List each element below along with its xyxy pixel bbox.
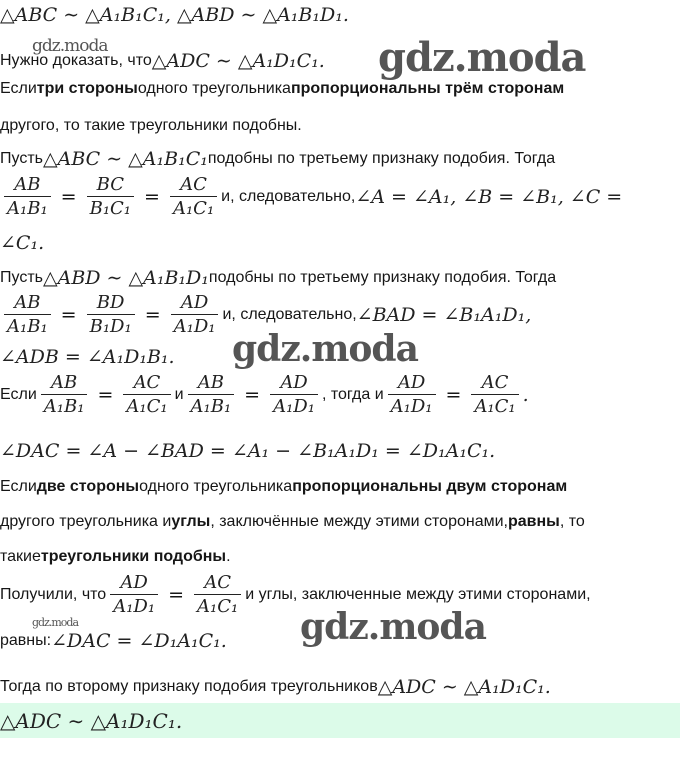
watermark-small: gdz.moda (32, 36, 108, 56)
text: подобны по третьему признаку подобия. Тогда (208, 269, 557, 286)
text: Тогда по второму признаку подобия треугольников (0, 678, 378, 695)
bold-text: пропорциональны двум сторонам (292, 478, 568, 495)
text: равны: (0, 632, 52, 649)
watermark-large: gdz.moda (300, 606, 486, 648)
fraction: $\frac{AC}{\text{A₁C₁}}$ (471, 372, 518, 417)
step2-line3: ∠ADB = ∠A₁D₁B₁. (0, 346, 175, 368)
fraction: $\frac{AB}{\text{A₁B₁}}$ (4, 174, 51, 219)
math: △ADC ∼ △A₁D₁C₁. (151, 50, 325, 72)
fraction: $\frac{AB}{\text{A₁B₁}}$ (188, 372, 235, 417)
rule2-line3 (0, 548, 231, 566)
fraction: $\frac{AC}{\text{A₁C₁}}$ (170, 174, 217, 219)
fraction: $\frac{BC}{\text{B₁C₁}}$ (87, 174, 134, 219)
got-line1 (0, 572, 591, 617)
math: ∠BAD = ∠B₁A₁D₁, (356, 303, 532, 326)
bold-text: углы (171, 513, 211, 530)
fraction: $\frac{AD}{\text{A₁D₁}}$ (171, 292, 219, 337)
text: Если (0, 385, 37, 403)
step3-line (0, 372, 529, 417)
text: и, следовательно, (222, 305, 357, 323)
watermark-small: gdz.moda (32, 616, 79, 629)
equals: = (244, 383, 261, 406)
fraction: $\frac{AB}{\text{A₁B₁}}$ (4, 292, 51, 337)
to-prove-line (0, 50, 325, 72)
math: ∠DAC = ∠D₁A₁C₁. (51, 630, 227, 652)
math: ∠A = ∠A₁, ∠B = ∠B₁, ∠C = (355, 185, 623, 208)
text: Пусть (0, 150, 43, 167)
equals: = (60, 185, 77, 208)
text: и углы, заключенные между этими сторонами, (245, 585, 591, 603)
equals: = (60, 303, 77, 326)
step1-line3: ∠C₁. (0, 232, 45, 254)
bold-text: три стороны (36, 80, 138, 97)
bold-text: пропорциональны трём сторонам (290, 80, 565, 97)
bold-text: треугольники подобны (40, 548, 227, 565)
text: и (174, 385, 184, 403)
text: Пусть (0, 269, 43, 286)
text: Нужно доказать, что (0, 52, 152, 69)
math: △ADC ∼ △A₁D₁C₁. (377, 676, 551, 698)
fraction: $\frac{AD}{\text{A₁D₁}}$ (110, 572, 158, 617)
bold-text: две стороны (36, 478, 140, 495)
text: Получили, что (0, 585, 107, 603)
fraction: $\frac{AC}{\text{A₁C₁}}$ (194, 572, 241, 617)
equals: = (168, 583, 184, 606)
equals: = (97, 383, 114, 406)
step1-fractions (0, 174, 622, 219)
step1-line1 (0, 148, 555, 170)
equals: = (144, 303, 161, 326)
fraction: $\frac{AB}{\text{A₁B₁}}$ (41, 372, 88, 417)
text: , заключённые между этими сторонами, (210, 513, 508, 530)
answer-box (0, 703, 680, 738)
math: △ABC ∼ △A₁B₁C₁ (42, 148, 208, 170)
fraction: $\frac{AD}{\text{A₁D₁}}$ (388, 372, 436, 417)
equals: = (445, 383, 462, 406)
angle-equation: ∠DAC = ∠A − ∠BAD = ∠A₁ − ∠B₁A₁D₁ = ∠D₁A₁C₁. (0, 440, 496, 462)
conclusion-line (0, 676, 551, 698)
fraction: $\frac{AD}{\text{A₁D₁}}$ (270, 372, 318, 417)
text: . (226, 548, 231, 565)
watermark-large: gdz.moda (232, 328, 418, 370)
text: одного треугольника (139, 478, 293, 495)
bold-text: равны (508, 513, 560, 530)
text: подобны по третьему признаку подобия. Тогда (207, 150, 556, 167)
text: , тогда и (321, 385, 384, 403)
fraction: $\frac{BD}{\text{B₁D₁}}$ (87, 292, 135, 337)
given-statement: △ABC ∼ △A₁B₁C₁, △ABD ∼ △A₁B₁D₁. (0, 4, 349, 26)
text: такие (0, 548, 41, 565)
rule3-line1 (0, 80, 564, 98)
math: . (522, 383, 529, 406)
text: Если (0, 478, 37, 495)
got-line2 (0, 630, 227, 652)
rule2-line1 (0, 478, 567, 496)
rule3-line2: другого, то такие треугольники подобны. (0, 117, 302, 134)
text: другого треугольника и (0, 513, 172, 530)
step2-line1 (0, 267, 556, 289)
math: △ABD ∼ △A₁B₁D₁ (42, 267, 209, 289)
text: Если (0, 80, 37, 97)
answer: △ADC ∼ △A₁D₁C₁. (0, 708, 183, 733)
equals: = (144, 185, 160, 208)
rule2-line2 (0, 513, 585, 531)
text: , то (559, 513, 585, 530)
text: одного треугольника (137, 80, 291, 97)
watermark-large: gdz.moda (378, 34, 586, 81)
text: и, следовательно, (221, 187, 356, 205)
fraction: $\frac{AC}{\text{A₁C₁}}$ (123, 372, 170, 417)
